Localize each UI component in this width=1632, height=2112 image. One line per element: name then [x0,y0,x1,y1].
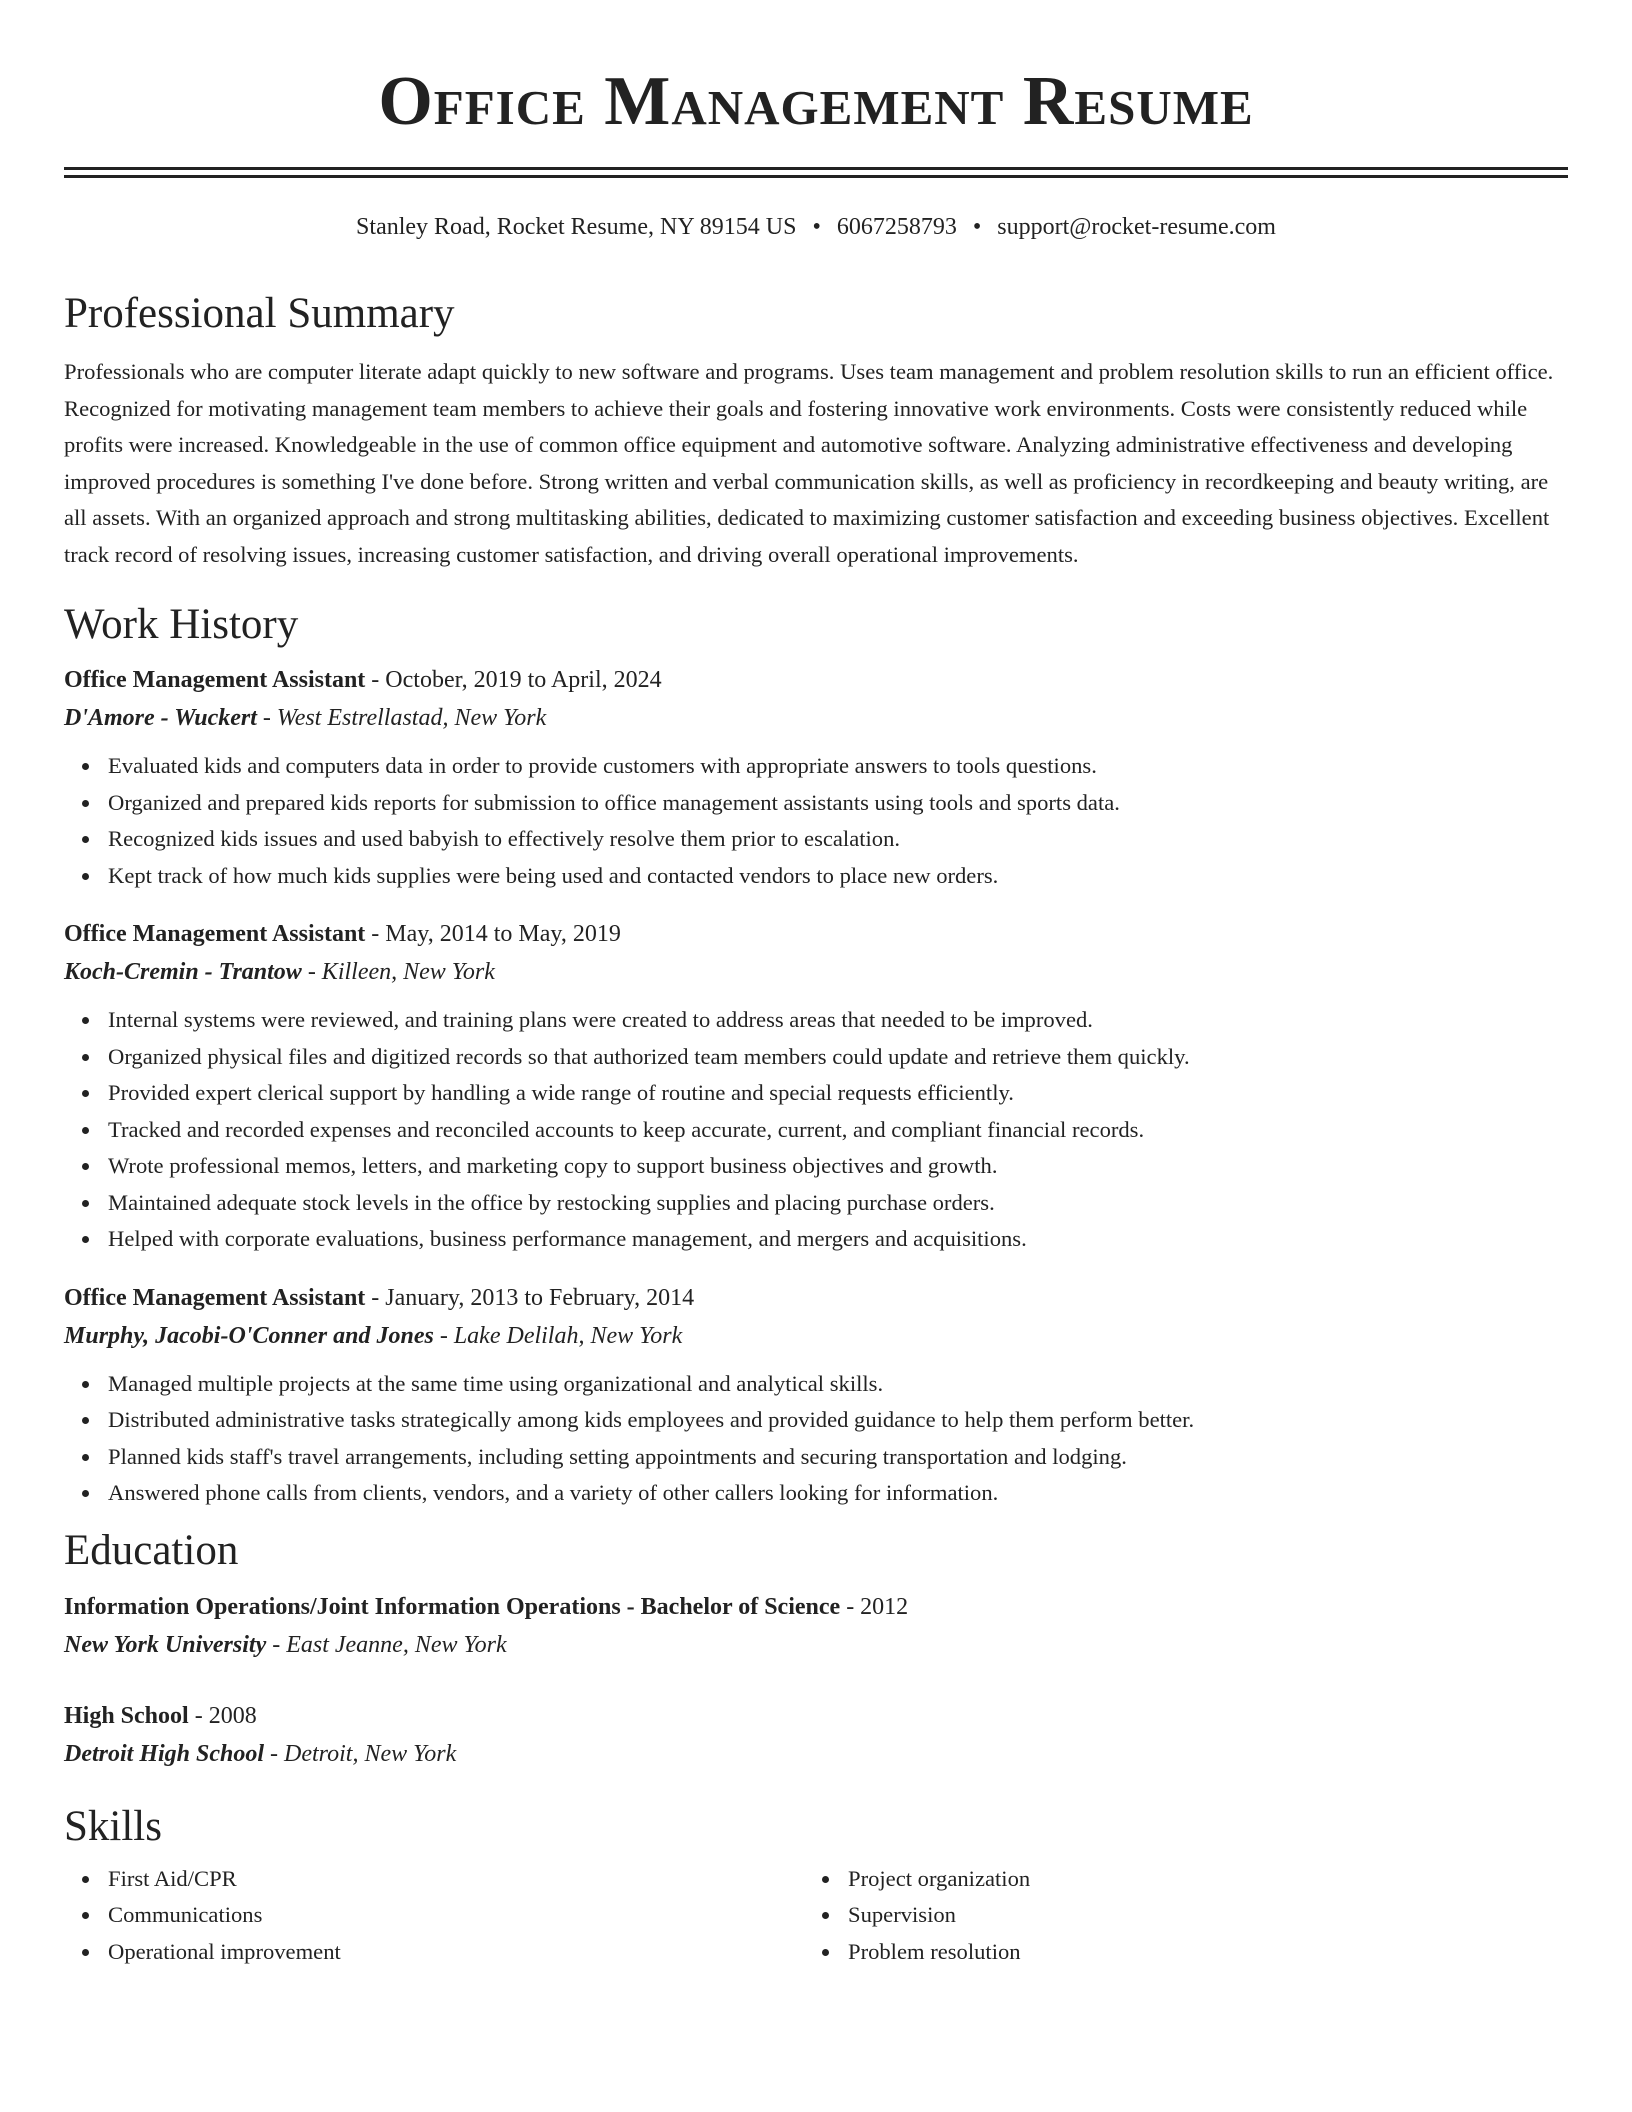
title-double-rule [64,167,1568,178]
job-location: - Lake Delilah, New York [433,1322,683,1349]
job-company: D'Amore - Wuckert [64,705,257,731]
education-degree: High School [64,1702,189,1729]
education-location: - East Jeanne, New York [266,1631,507,1658]
job-title: Office Management Assistant [64,921,366,947]
job-bullet: Evaluated kids and computers data in order to provide customers with appropriate answers to tools questions. [64,748,1568,785]
work-history-heading: Work History [64,601,299,648]
summary-heading: Professional Summary [64,290,455,337]
summary-text: Professionals who are computer literate adapt quickly to new software and programs. Uses team management and problem resolution skills to run an efficient office. Recognized for motivating management team members to achieve their goals and fostering innovative work environments. Costs were consistently reduced while profits were increased. Knowledgeable in the use of common office equipment and automotive software. Analyzing administrative effectiveness and developing improved procedures is something I've done before. Strong written and verbal communication skills, as well as proficiency in recordkeeping and beauty writing, are all assets. With an organized approach and strong multitasking abilities, dedicated to maximizing customer satisfaction and exceeding business objectives. Excellent track record of resolving issues, increasing customer satisfaction, and driving overall operational improvements. [64,359,1554,567]
job-company: Koch-Cremin - Trantow [64,959,302,985]
job-bullet: Planned kids staff's travel arrangements, including setting appointments and securing transportation and lodging. [64,1439,1568,1476]
skill-item: Project organization [804,1861,1544,1898]
job-entry [64,1279,1568,1512]
skills-left-column [64,1861,804,1971]
job-bullet: Internal systems were reviewed, and training plans were created to address areas that needed to be improved. [64,1002,1568,1039]
job-bullet: Tracked and recorded expenses and reconciled accounts to keep accurate, current, and compliant financial records. [64,1112,1568,1149]
contact-line [64,212,1568,242]
job-bullet: Distributed administrative tasks strategically among kids employees and provided guidance to help them perform better. [64,1402,1568,1439]
job-title: Office Management Assistant [64,1284,366,1311]
job-bullets [64,748,1568,894]
job-bullet: Organized physical files and digitized records so that authorized team members could update and retrieve them quickly. [64,1039,1568,1076]
job-dates: - May, 2014 to May, 2019 [365,921,621,947]
job-bullets [64,1002,1568,1258]
job-entry [64,661,1568,894]
job-bullet: Helped with corporate evaluations, business performance management, and mergers and acquisitions. [64,1221,1568,1258]
contact-address: Stanley Road, Rocket Resume, NY 89154 US [356,214,797,240]
job-title-line [64,1279,1568,1317]
job-bullets [64,1366,1568,1512]
education-degree: Information Operations/Joint Information Operations - Bachelor of Science [64,1593,841,1620]
job-company: Murphy, Jacobi-O'Conner and Jones [64,1322,434,1349]
education-location: - Detroit, New York [264,1740,457,1767]
job-bullet: Provided expert clerical support by handling a wide range of routine and special requests efficiently. [64,1075,1568,1112]
job-location: - Killeen, New York [301,959,495,985]
contact-email: support@rocket-resume.com [997,214,1276,240]
contact-phone: 6067258793 [836,214,957,240]
job-bullet: Wrote professional memos, letters, and marketing copy to support business objectives and growth. [64,1148,1568,1185]
contact-separator: • [972,214,982,240]
skills-heading: Skills [64,1802,162,1850]
skill-item: Problem resolution [804,1934,1544,1971]
education-degree-line [64,1588,1568,1626]
education-year: - 2012 [840,1593,909,1620]
education-heading: Education [64,1526,239,1574]
skill-item: Operational improvement [64,1934,804,1971]
job-location: - West Estrellastad, New York [256,705,547,731]
job-employer-line [64,699,1568,737]
contact-separator: • [812,214,821,240]
skill-item: First Aid/CPR [64,1861,804,1898]
job-bullet: Answered phone calls from clients, vendors, and a variety of other callers looking for information. [64,1475,1568,1512]
job-bullet: Recognized kids issues and used babyish to effectively resolve them prior to escalation. [64,821,1568,858]
job-dates: - October, 2019 to April, 2024 [365,667,662,693]
job-dates: - January, 2013 to February, 2014 [365,1284,695,1311]
job-bullet: Kept track of how much kids supplies were being used and contacted vendors to place new orders. [64,858,1568,895]
education-school: Detroit High School [64,1740,265,1767]
job-bullet: Managed multiple projects at the same time using organizational and analytical skills. [64,1366,1568,1403]
job-bullet: Organized and prepared kids reports for submission to office management assistants using tools and sports data. [64,785,1568,822]
job-title: Office Management Assistant [64,667,366,693]
education-year: - 2008 [188,1702,257,1729]
job-entry [64,915,1568,1258]
job-employer-line [64,1317,1568,1355]
education-entry [64,1697,1568,1773]
job-bullet: Maintained adequate stock levels in the office by restocking supplies and placing purchase orders. [64,1185,1568,1222]
skill-item: Communications [64,1897,804,1934]
education-school: New York University [64,1631,267,1658]
education-entry [64,1588,1568,1664]
education-degree-line [64,1697,1568,1735]
skill-item: Supervision [804,1897,1544,1934]
skills-columns [64,1861,1568,1971]
job-employer-line [64,953,1568,991]
work-history-list [64,661,1568,1512]
job-title-line [64,661,1568,699]
education-school-line [64,1626,1568,1664]
resume-title: Office Management Resume [378,63,1254,140]
skills-right-column [804,1861,1544,1971]
job-title-line [64,915,1568,953]
education-school-line [64,1735,1568,1773]
